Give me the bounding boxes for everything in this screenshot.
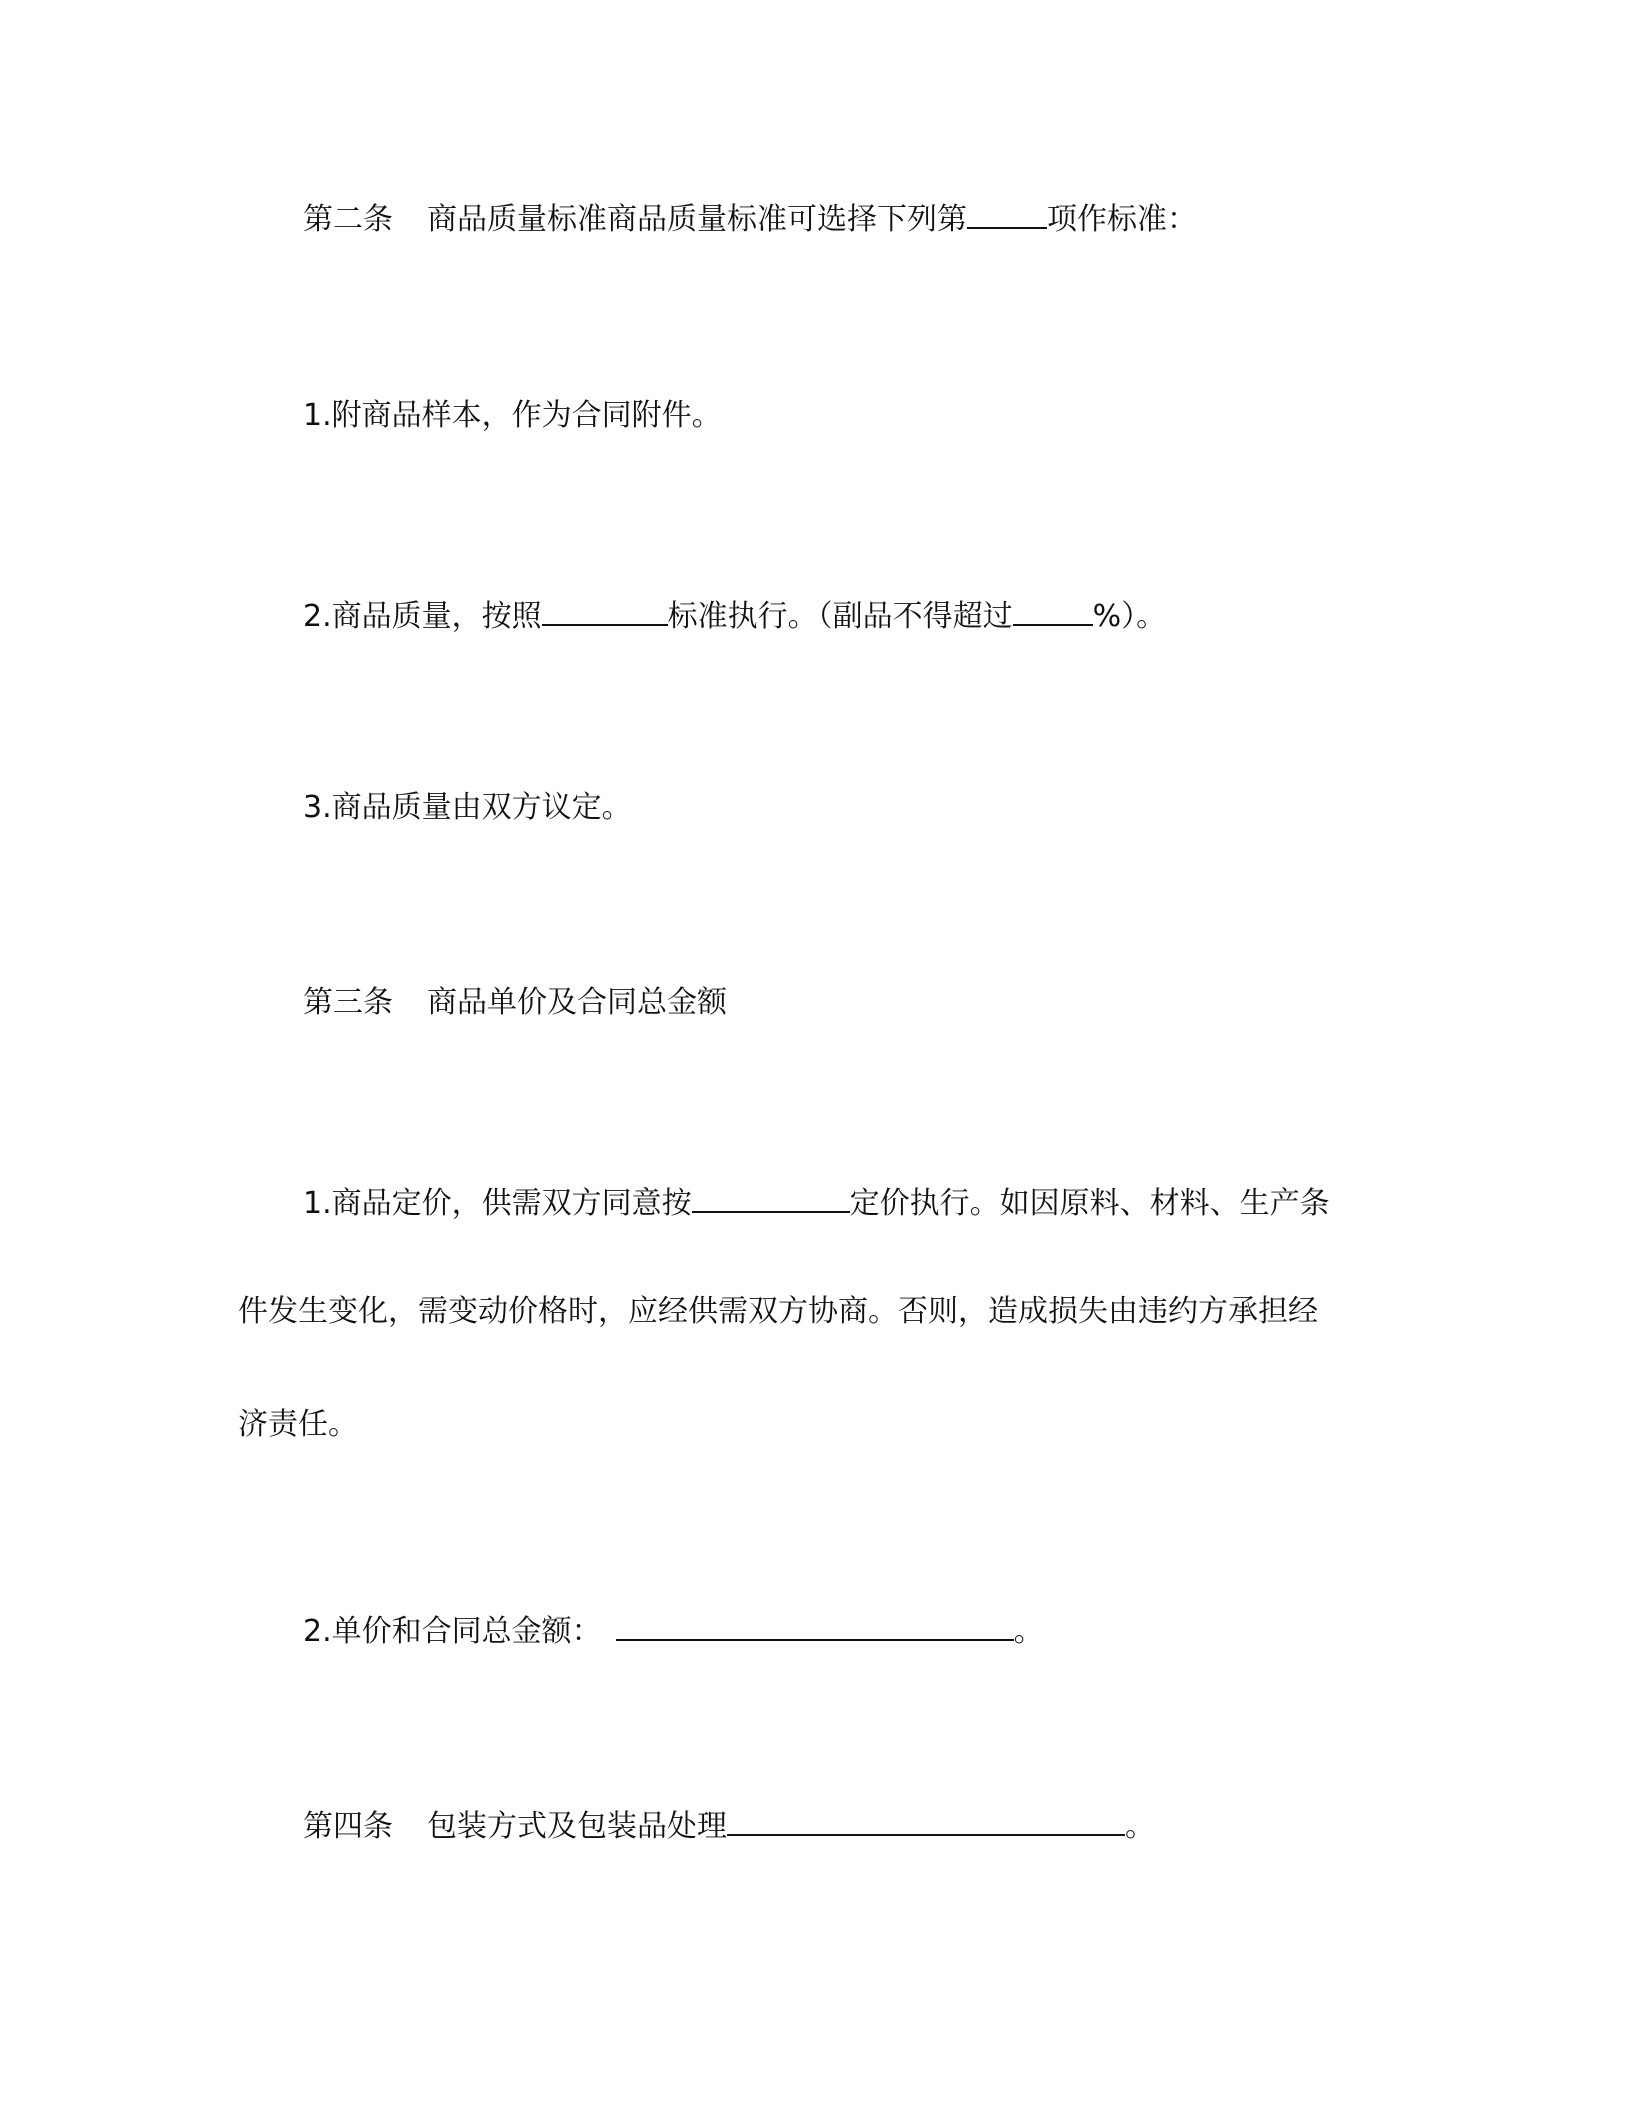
total-amount-blank[interactable] (616, 1607, 1014, 1641)
article-3-item-1-line-2 (238, 1292, 1318, 1332)
article-3-item-2-text: 2.单价和合同总金额： (303, 1614, 602, 1649)
article-2-number: 第二条 (303, 202, 393, 237)
article-2-heading-text: 商品质量标准商品质量标准可选择下列第 (427, 202, 967, 237)
article-4-heading-text: 包装方式及包装品处理 (427, 1809, 727, 1844)
standard-option-blank[interactable] (967, 195, 1047, 229)
article-3-heading (303, 983, 727, 1023)
article-2-item-3-text: 3.商品质量由双方议定。 (303, 790, 632, 825)
article-3-item-1-suffix: 定价执行。如因原料、材料、生产条 (849, 1186, 1330, 1221)
article-3-item-2-suffix: 。 (1013, 1614, 1044, 1649)
article-2-item-2 (303, 592, 1166, 637)
article-3-item-2 (303, 1607, 1044, 1652)
packaging-blank[interactable] (727, 1802, 1125, 1836)
article-2-item-1-text: 1.附商品样本，作为合同附件。 (303, 398, 722, 433)
article-2-item-2-text: 2.商品质量，按照 (303, 599, 542, 634)
article-2-item-2-suffix: %）。 (1092, 599, 1167, 634)
article-2-item-3 (303, 788, 632, 828)
pricing-basis-blank[interactable] (692, 1179, 850, 1213)
article-3-item-1-line-3 (238, 1405, 358, 1445)
article-4-heading-suffix: 。 (1125, 1809, 1155, 1844)
article-3-item-1-line-1 (303, 1179, 1330, 1224)
article-3-number: 第三条 (303, 985, 393, 1020)
article-2-item-1 (303, 396, 722, 436)
quality-standard-blank[interactable] (542, 592, 668, 626)
article-3-item-1-text: 1.商品定价，供需双方同意按 (303, 1186, 692, 1221)
article-3-item-1-line-2-text: 件发生变化，需变动价格时，应经供需双方协商。否则，造成损失由违约方承担经 (238, 1294, 1318, 1329)
article-4-heading (303, 1802, 1155, 1847)
article-2-heading (303, 195, 1197, 240)
article-2-heading-suffix: 项作标准： (1047, 202, 1197, 237)
article-2-item-2-middle: 标准执行。（副品不得超过 (667, 599, 1013, 634)
article-3-item-1-line-3-text: 济责任。 (238, 1407, 358, 1442)
article-3-heading-text: 商品单价及合同总金额 (427, 985, 727, 1020)
article-4-number: 第四条 (303, 1809, 393, 1844)
defect-percent-blank[interactable] (1013, 592, 1093, 626)
